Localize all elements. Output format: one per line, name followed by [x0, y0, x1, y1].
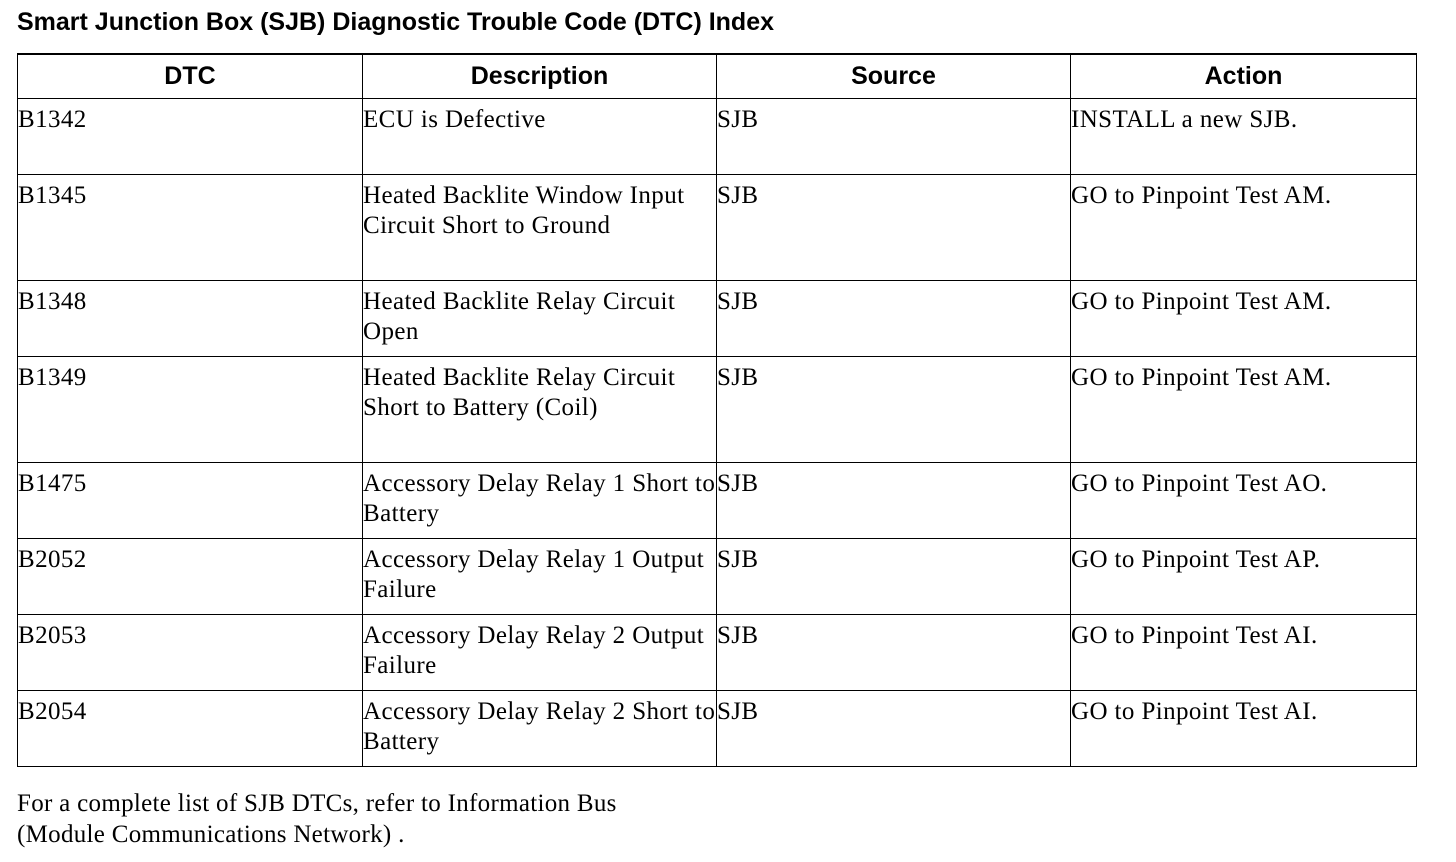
dtc-code-cell: B1348: [18, 281, 363, 357]
source-cell: SJB: [717, 691, 1071, 767]
footer-note-line-2: (Module Communications Network) .: [17, 821, 405, 848]
description-cell: Accessory Delay Relay 1 Short to Battery: [363, 463, 717, 539]
table-row: [18, 175, 1417, 281]
table-row: [18, 463, 1417, 539]
column-header-action: Action: [1071, 54, 1417, 99]
description-cell: Heated Backlite Window Input Circuit Short to Ground: [363, 175, 717, 281]
action-cell: GO to Pinpoint Test AM.: [1071, 281, 1417, 357]
column-header-source: Source: [717, 54, 1071, 99]
dtc-code-cell: B2053: [18, 615, 363, 691]
dtc-code-cell: B2052: [18, 539, 363, 615]
footer-note: [17, 788, 917, 850]
table-row: [18, 357, 1417, 463]
action-cell: GO to Pinpoint Test AM.: [1071, 175, 1417, 281]
action-cell: GO to Pinpoint Test AP.: [1071, 539, 1417, 615]
dtc-index-table: [17, 53, 1417, 767]
description-cell: Accessory Delay Relay 2 Output Failure: [363, 615, 717, 691]
table-row: [18, 691, 1417, 767]
action-cell: GO to Pinpoint Test AO.: [1071, 463, 1417, 539]
action-cell: GO to Pinpoint Test AM.: [1071, 357, 1417, 463]
action-cell: GO to Pinpoint Test AI.: [1071, 691, 1417, 767]
dtc-code-cell: B1475: [18, 463, 363, 539]
table-row: [18, 539, 1417, 615]
source-cell: SJB: [717, 463, 1071, 539]
dtc-code-cell: B1349: [18, 357, 363, 463]
table-header-row: [18, 54, 1417, 99]
source-cell: SJB: [717, 281, 1071, 357]
action-cell: INSTALL a new SJB.: [1071, 99, 1417, 175]
description-cell: Heated Backlite Relay Circuit Short to Battery (Coil): [363, 357, 717, 463]
description-cell: Accessory Delay Relay 1 Output Failure: [363, 539, 717, 615]
table-row: [18, 615, 1417, 691]
dtc-code-cell: B1345: [18, 175, 363, 281]
description-cell: ECU is Defective: [363, 99, 717, 175]
action-cell: GO to Pinpoint Test AI.: [1071, 615, 1417, 691]
page-title: Smart Junction Box (SJB) Diagnostic Trouble Code (DTC) Index: [17, 8, 775, 36]
source-cell: SJB: [717, 357, 1071, 463]
source-cell: SJB: [717, 615, 1071, 691]
table-row: [18, 281, 1417, 357]
description-cell: Accessory Delay Relay 2 Short to Battery: [363, 691, 717, 767]
footer-note-line-1: For a complete list of SJB DTCs, refer to Information Bus: [17, 790, 617, 817]
source-cell: SJB: [717, 99, 1071, 175]
column-header-dtc: DTC: [18, 54, 363, 99]
source-cell: SJB: [717, 539, 1071, 615]
table-row: [18, 99, 1417, 175]
description-cell: Heated Backlite Relay Circuit Open: [363, 281, 717, 357]
column-header-description: Description: [363, 54, 717, 99]
dtc-code-cell: B1342: [18, 99, 363, 175]
source-cell: SJB: [717, 175, 1071, 281]
dtc-code-cell: B2054: [18, 691, 363, 767]
